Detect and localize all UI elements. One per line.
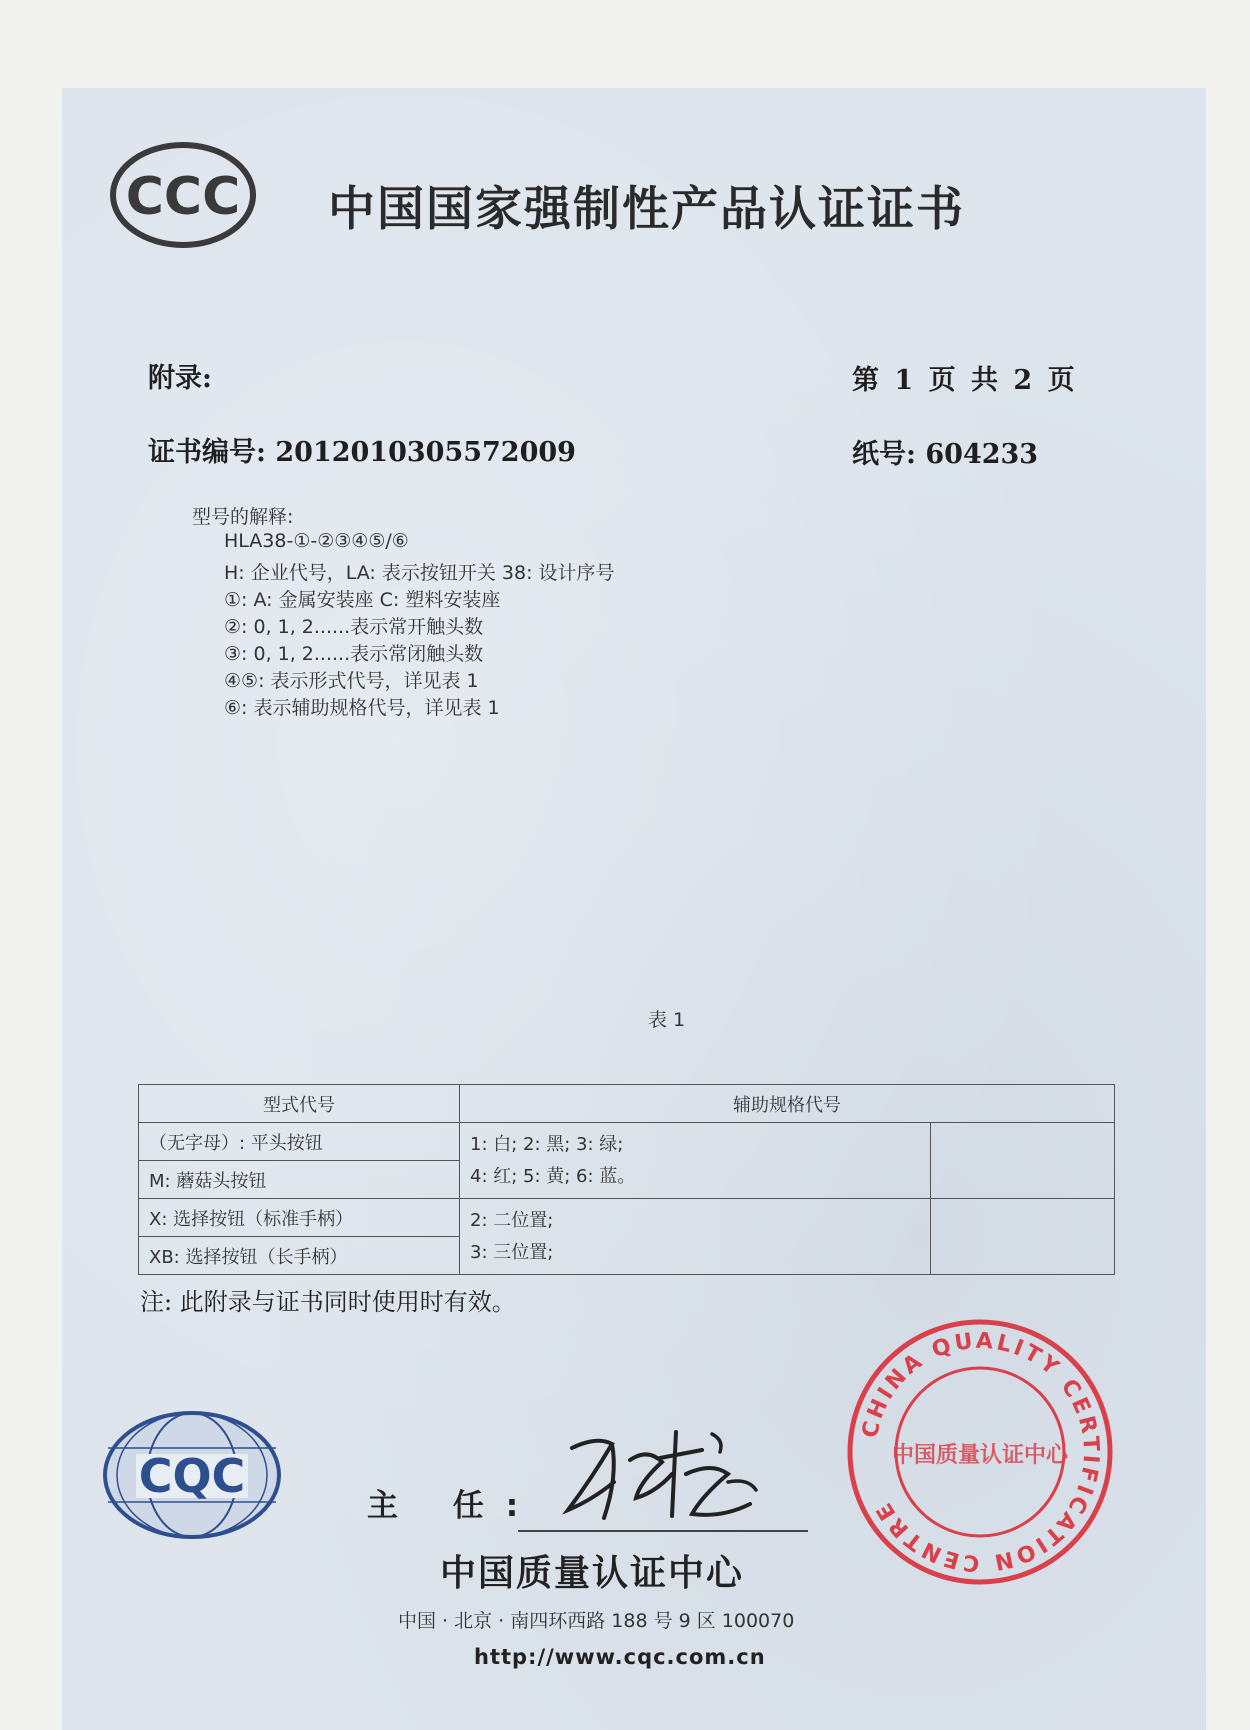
type-cell: （无字母）: 平头按钮 [139,1123,460,1161]
official-seal-icon [846,1318,1114,1586]
organization-name: 中国质量认证中心 [440,1553,745,1594]
table-row [139,1123,1115,1161]
type-cell: M: 蘑菇头按钮 [139,1161,460,1199]
paper-number: 纸号: 604233 [852,439,1039,470]
page-info: 第 1 页 共 2 页 [852,365,1078,396]
cqc-logo-icon [100,1408,284,1542]
explanation-line: ②: 0, 1, 2......表示常开触头数 [224,616,484,638]
certificate-title: 中国国家强制性产品认证证书 [328,182,965,237]
cqc-logo-text: CQC [138,1449,246,1503]
website-url: http://www.cqc.com.cn [474,1645,766,1669]
empty-cell [931,1123,1115,1199]
explanation-line: H: 企业代号，LA: 表示按钮开关 38: 设计序号 [224,562,615,584]
empty-cell [931,1199,1115,1275]
table-header-row [139,1085,1115,1123]
explanation-heading: 型号的解释: [192,506,294,528]
type-cell: XB: 选择按钮（长手柄） [139,1237,460,1275]
seal-inner-text: 中国质量认证中心 [891,1443,1069,1468]
organization-address: 中国 · 北京 · 南四环西路 188 号 9 区 100070 [398,1610,795,1632]
ccc-logo-icon [108,140,258,250]
aux-color-line: 1: 白; 2: 黑; 3: 绿; [470,1133,624,1155]
chief-label: 主 任: [367,1488,541,1524]
signature-icon [552,1418,772,1533]
model-code: HLA38-①-②③④⑤/⑥ [224,530,409,552]
aux-position-line: 2: 二位置; [470,1209,554,1231]
explanation-line: ③: 0, 1, 2......表示常闭触头数 [224,643,484,665]
aux-position-line: 3: 三位置; [470,1241,554,1263]
table-caption: 表 1 [648,1009,686,1031]
explanation-line: ④⑤: 表示形式代号，详见表 1 [224,670,479,692]
type-cell: X: 选择按钮（标准手柄） [139,1199,460,1237]
aux-color-cell [460,1123,931,1199]
certificate-number: 证书编号: 2012010305572009 [148,437,576,468]
appendix-label: 附录: [148,363,212,394]
signature-line [518,1530,808,1532]
ccc-logo-text: CCC [125,167,241,227]
aux-color-line: 4: 红; 5: 黄; 6: 蓝。 [470,1165,636,1187]
spec-table [138,1084,1115,1275]
table-row [139,1199,1115,1237]
explanation-line: ①: A: 金属安装座 C: 塑料安装座 [224,589,501,611]
aux-position-cell [460,1199,931,1275]
validity-note: 注: 此附录与证书同时使用时有效。 [140,1288,516,1316]
explanation-line: ⑥: 表示辅助规格代号，详见表 1 [224,697,500,719]
col-aux-header: 辅助规格代号 [460,1085,1115,1123]
seal-outer-text: CHINA QUALITY CERTIFICATION CENTRE [857,1328,1104,1576]
col-type-header: 型式代号 [139,1085,460,1123]
